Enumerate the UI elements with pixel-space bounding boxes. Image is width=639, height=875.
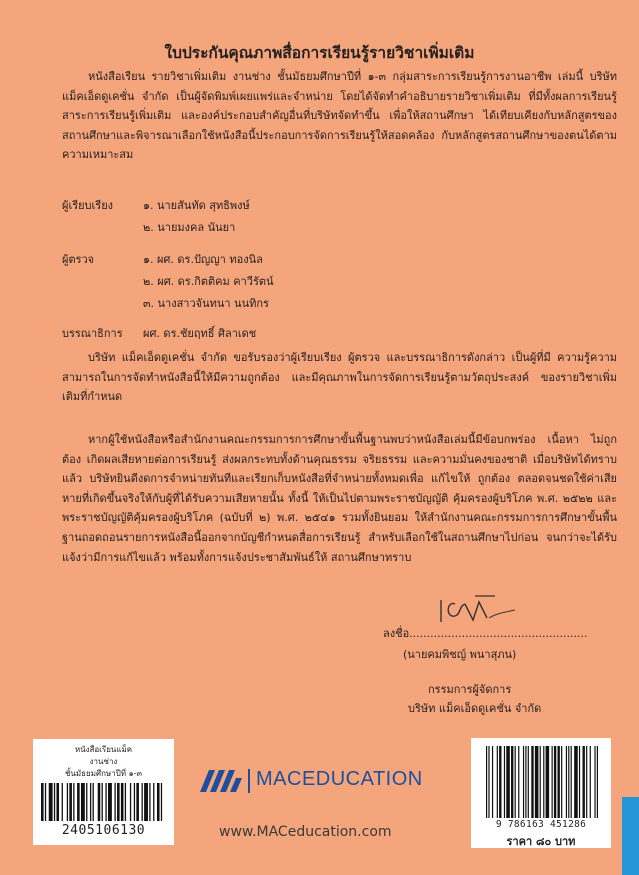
isbn-barcode bbox=[486, 746, 598, 818]
signer-company: บริษัท แม็คเอ็ดดูเคชั่น จำกัด bbox=[408, 702, 542, 715]
intro-line: ได้เทียบเคียงกับหลักสูตรของสถานศึกษาและพิจารณาเลือกใช้หนังสือนี้ประกอบการจัดการเรียนรู้ให้สอดคล้อง bbox=[62, 109, 618, 142]
author-name: ๒. นายมงคล นันยา bbox=[143, 221, 236, 234]
website-url: www.MACeducation.com bbox=[219, 824, 392, 840]
warranty-line: คุ้มครองผู้บริโภค พ.ศ. ๒๕๒๒ และพระราชบัญญัติคุ้มครองผู้บริโภค (ฉบับที่ ๒) พ.ศ. ๒๕๔๑ รวมทั้งยินยอม bbox=[62, 491, 617, 525]
reviewer-name: ๑. ผศ. ดร.ปัญญา ทองนิล bbox=[143, 253, 263, 266]
book-barcode-number: 2405106130 bbox=[61, 823, 146, 838]
brand-divider bbox=[248, 769, 250, 793]
isbn-number: 9 786163 451286 bbox=[495, 819, 587, 830]
book-label-line: ชั้นมัธยมศึกษาปีที่ ๑-๓ bbox=[64, 769, 143, 778]
warranty-line: ถูกต้อง ตลอดจนชดใช้ค่าเสียหายที่เกิดขึ้นจริงให้กับผู้ที่ได้รับความเสียหายนั้น ทั้งนี้ ให้เป็นไปตามพระราชบัญญัติ bbox=[62, 472, 617, 505]
author-name: ๑. นายสันทัด สุทธิพงษ์ bbox=[143, 199, 250, 212]
editor-name: ผศ. ดร.ชัยฤทธิ์ ศิลาเดช bbox=[143, 327, 257, 340]
book-label-line: งานช่าง bbox=[89, 757, 118, 766]
isbn-box bbox=[471, 738, 611, 848]
price-label: ราคา ๘๐ บาท bbox=[506, 835, 576, 848]
brand-name: MACEDUCATION bbox=[256, 768, 423, 790]
signature-mark bbox=[435, 594, 525, 628]
certify-paragraph bbox=[62, 348, 617, 407]
book-barcode bbox=[41, 783, 166, 821]
intro-line: ที่มีทั้งผลการเรียนรู้ สาระการเรียนรู้เพิ่มเติม และองค์ประกอบสำคัญอื่นที่บริษัทจัดทำขึ้น เพื่อให้สถานศึกษา bbox=[62, 89, 617, 123]
warranty-line: ไม่ถูกต้อง เกิดผลเสียหายต่อการเรียนรู้ ส่งผลกระทบทั้งด้านคุณธรรม จริยธรรม และความมั่นคงของชาติ bbox=[62, 433, 617, 466]
editor-label: บรรณาธิการ bbox=[62, 327, 123, 340]
certify-line: ของรายวิชาเพิ่มเติมที่กำหนด bbox=[62, 370, 617, 404]
book-label-line: หนังสือเรียนแม็ค bbox=[74, 745, 133, 754]
signature-line: ลงชื่อ................................................... bbox=[383, 627, 588, 640]
intro-line: กับหลักสูตรสถานศึกษาของตนได้ตามความเหมาะสม bbox=[62, 128, 617, 162]
reviewer-name: ๓. นางสาวจันทนา นนทิกร bbox=[143, 297, 269, 310]
warranty-paragraph bbox=[62, 430, 617, 567]
warranty-line: สถานศึกษาทราบ bbox=[330, 550, 412, 564]
intro-line: หนังสือเรียน รายวิชาเพิ่มเติม งานช่าง ชั้นมัธยมศึกษาปีที่ ๑-๓ กลุ่มสาระการเรียนรู้การงานอาชีพ bbox=[88, 70, 552, 83]
intro-line: เล่มนี้ บริษัท แม็คเอ็ดดูเคชั่น จำกัด เป็นผู้จัดพิมพ์เผยแพร่และจำหน่าย โดยได้จัดทำคำอธิบายรายวิชาเพิ่มเติม bbox=[62, 70, 617, 103]
signer-name: (นายคมพิชญ์ พนาสุภน) bbox=[403, 648, 517, 661]
certify-line: ความรู้ความสามารถในการจัดทำหนังสือนี้ให้มีความถูกต้อง และมีคุณภาพในการจัดการเรียนรู้ตามวัตถุประสงค์ bbox=[62, 351, 617, 384]
reviewer-name: ๒. ผศ. ดร.กิตติคม คาวีรัตน์ bbox=[143, 275, 274, 288]
warranty-line: ให้สำนักงานคณะกรรมการการศึกษาขั้นพื้นฐานถอดถอนรายการหนังสือนี้ออกจากบัญชีกำหนดสื่อการเรียนรู้ bbox=[62, 511, 618, 544]
warranty-line: หากผู้ใช้หนังสือหรือสำนักงานคณะกรรมการการศึกษาขั้นพื้นฐานพบว่าหนังสือเล่มนี้มีข้อบกพร่อง เนื้อหา bbox=[88, 433, 579, 446]
warranty-line: สำหรับเลือกใช้ในสถานศึกษาไปก่อน จนกว่าจะได้รับแจ้งว่ามีการแก้ไขแล้ว พร้อมทั้งการแจ้งประชาสัมพันธ์ให้ bbox=[62, 530, 617, 564]
book-label-sticker bbox=[33, 739, 174, 845]
page-title: ใบประกันคุณภาพสื่อการเรียนรู้รายวิชาเพิ่มเติม bbox=[164, 44, 475, 62]
reviewers-label: ผู้ตรวจ bbox=[62, 253, 95, 266]
signer-role: กรรมการผู้จัดการ bbox=[428, 683, 512, 696]
certify-line: บริษัท แม็คเอ็ดดูเคชั่น จำกัด ขอรับรองว่าผู้เรียบเรียง ผู้ตรวจ และบรรณาธิการดังกล่าว เป็นผู้ที่มี bbox=[88, 351, 551, 364]
warranty-line: เมื่อบริษัทได้ทราบแล้ว บริษัทยินดีงดการจำหน่ายทันทีและเรียกเก็บหนังสือที่จำหน่ายทั้งหมดเพื่อ แก้ไขให้ bbox=[62, 452, 617, 486]
accent-tab bbox=[622, 797, 639, 875]
mac-logo-icon bbox=[200, 770, 244, 792]
authors-label: ผู้เรียบเรียง bbox=[62, 199, 114, 212]
intro-paragraph bbox=[62, 67, 617, 165]
